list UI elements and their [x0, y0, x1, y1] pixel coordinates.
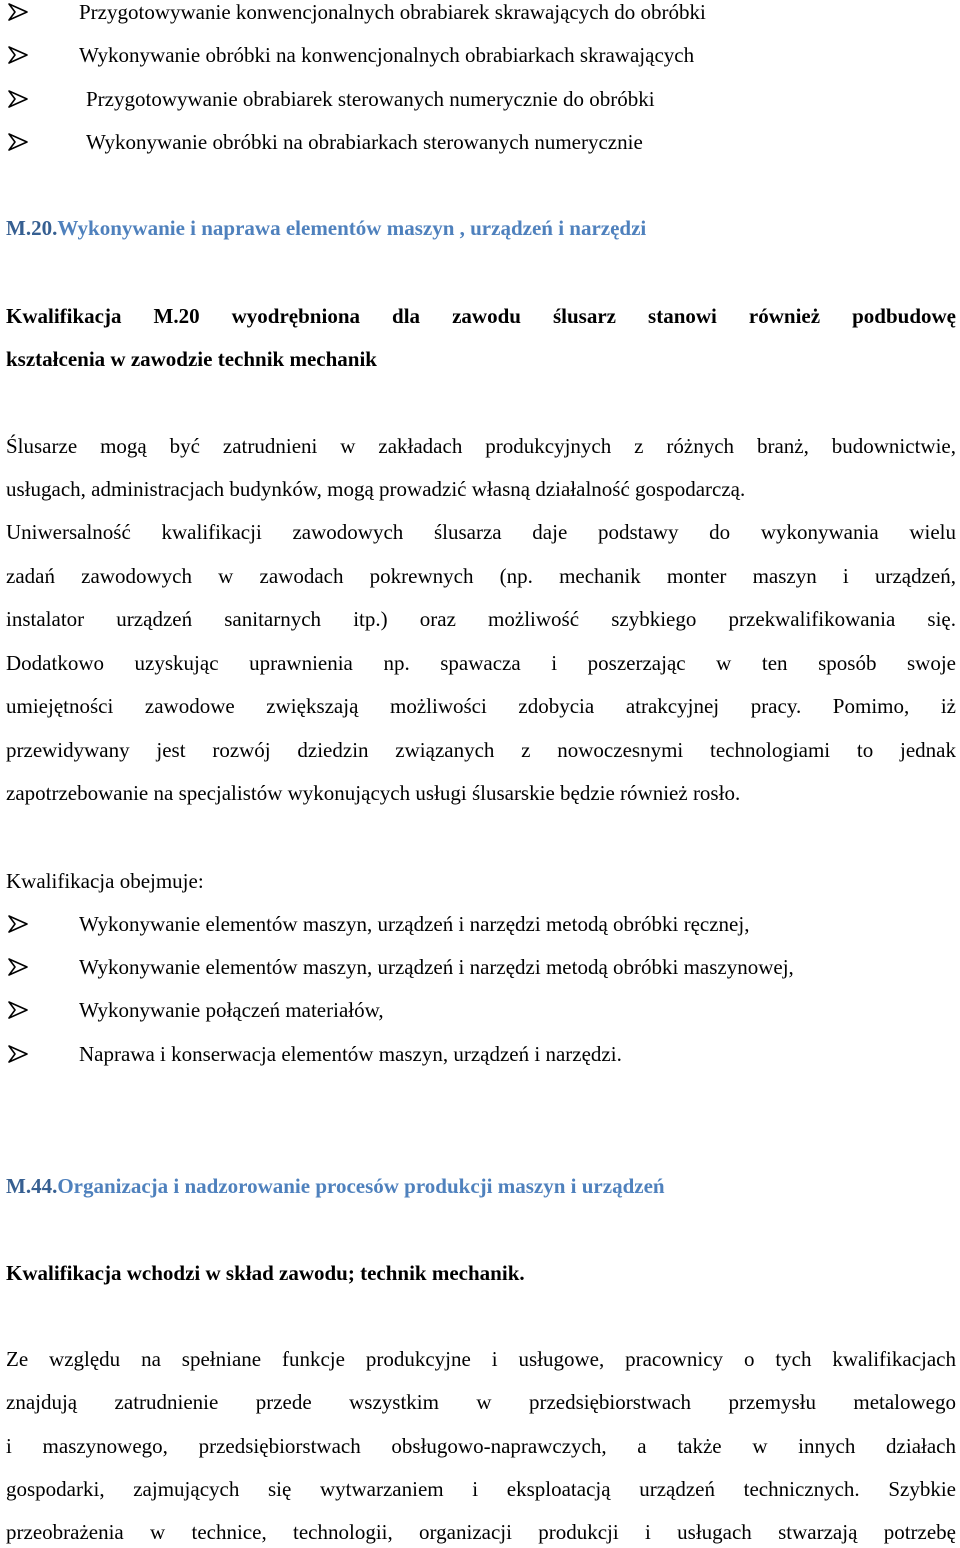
section-code: M.20. — [6, 216, 58, 240]
paragraph-line: zapotrzebowanie na specjalistów wykonujących usługi ślusarskie będzie również rosło. — [6, 781, 741, 805]
paragraph-line: Uniwersalność kwalifikacji zawodowych ślusarza daje podstawy do wykonywania wielu — [6, 520, 956, 544]
arrowhead-bullet-icon — [6, 912, 30, 936]
arrowhead-bullet-icon — [6, 998, 30, 1022]
list-item-text: Wykonywanie obróbki na konwencjonalnych obrabiarkach skrawających — [79, 43, 695, 67]
list-item-text: Wykonywanie elementów maszyn, urządzeń i narzędzi metodą obróbki ręcznej, — [79, 912, 750, 936]
list-item — [0, 998, 960, 1022]
section-code: M.44. — [6, 1174, 58, 1198]
paragraph-line: umiejętności zawodowe zwiększają możliwości zdobycia atrakcyjnej pracy. Pomimo, iż — [6, 694, 956, 718]
section-title: Wykonywanie i naprawa elementów maszyn , urządzeń i narzędzi — [57, 216, 647, 240]
list-item-text: Wykonywanie elementów maszyn, urządzeń i narzędzi metodą obróbki maszynowej, — [79, 955, 794, 979]
paragraph-line: znajdują zatrudnienie przede wszystkim w przedsiębiorstwach przemysłu metalowego — [6, 1390, 956, 1414]
section-title: Organizacja i nadzorowanie procesów produkcji maszyn i urządzeń — [57, 1174, 665, 1198]
paragraph-line: Dodatkowo uzyskując uprawnienia np. spawacza i poszerzając w ten sposób swoje — [6, 651, 956, 675]
paragraph-line: usługach, administracjach budynków, mogą prowadzić własną działalność gospodarczą. — [6, 477, 746, 501]
m20-intro-line-2: kształcenia w zawodzie technik mechanik — [6, 347, 377, 371]
arrowhead-bullet-icon — [6, 0, 30, 24]
m20-intro-line-1: Kwalifikacja M.20 wyodrębniona dla zawodu ślusarz stanowi również podbudowę — [6, 304, 956, 328]
arrowhead-bullet-icon — [6, 1042, 30, 1066]
list-item-text: Wykonywanie obróbki na obrabiarkach sterowanych numerycznie — [86, 130, 643, 154]
paragraph-line: gospodarki, zajmujących się wytwarzaniem i eksploatacją urządzeń technicznych. Szybkie — [6, 1477, 956, 1501]
list-item-text: Wykonywanie połączeń materiałów, — [79, 998, 384, 1022]
paragraph-line: Ze względu na spełniane funkcje produkcyjne i usługowe, pracownicy o tych kwalifikacjach — [6, 1347, 956, 1371]
paragraph-line: przeobrażenia w technice, technologii, organizacji produkcji i usługach stwarzają potrzebę — [6, 1520, 956, 1544]
paragraph-line: przewidywany jest rozwój dziedzin związanych z nowoczesnymi technologiami to jednak — [6, 738, 956, 762]
list-item — [0, 87, 960, 111]
list-item-text: Przygotowywanie obrabiarek sterowanych numerycznie do obróbki — [86, 87, 655, 111]
arrowhead-bullet-icon — [6, 87, 30, 111]
includes-label: Kwalifikacja obejmuje: — [6, 869, 204, 893]
section-heading-m44 — [6, 1174, 665, 1198]
list-item — [0, 1042, 960, 1066]
paragraph-line: Ślusarze mogą być zatrudnieni w zakładach produkcyjnych z różnych branż, budownictwie, — [6, 434, 956, 458]
list-item — [0, 955, 960, 979]
list-item-text: Naprawa i konserwacja elementów maszyn, urządzeń i narzędzi. — [79, 1042, 622, 1066]
m44-intro: Kwalifikacja wchodzi w skład zawodu; technik mechanik. — [6, 1261, 525, 1285]
paragraph-line: i maszynowego, przedsiębiorstwach obsługowo-naprawczych, a także w innych działach — [6, 1434, 956, 1458]
paragraph-line: zadań zawodowych w zawodach pokrewnych (np. mechanik monter maszyn i urządzeń, — [6, 564, 956, 588]
section-heading-m20 — [6, 216, 646, 240]
list-item — [0, 912, 960, 936]
list-item-text: Przygotowywanie konwencjonalnych obrabiarek skrawających do obróbki — [79, 0, 706, 24]
list-item — [0, 43, 960, 67]
arrowhead-bullet-icon — [6, 43, 30, 67]
list-item — [0, 130, 960, 154]
paragraph-line: instalator urządzeń sanitarnych itp.) oraz możliwość szybkiego przekwalifikowania się. — [6, 607, 956, 631]
arrowhead-bullet-icon — [6, 130, 30, 154]
arrowhead-bullet-icon — [6, 955, 30, 979]
list-item — [0, 0, 960, 24]
